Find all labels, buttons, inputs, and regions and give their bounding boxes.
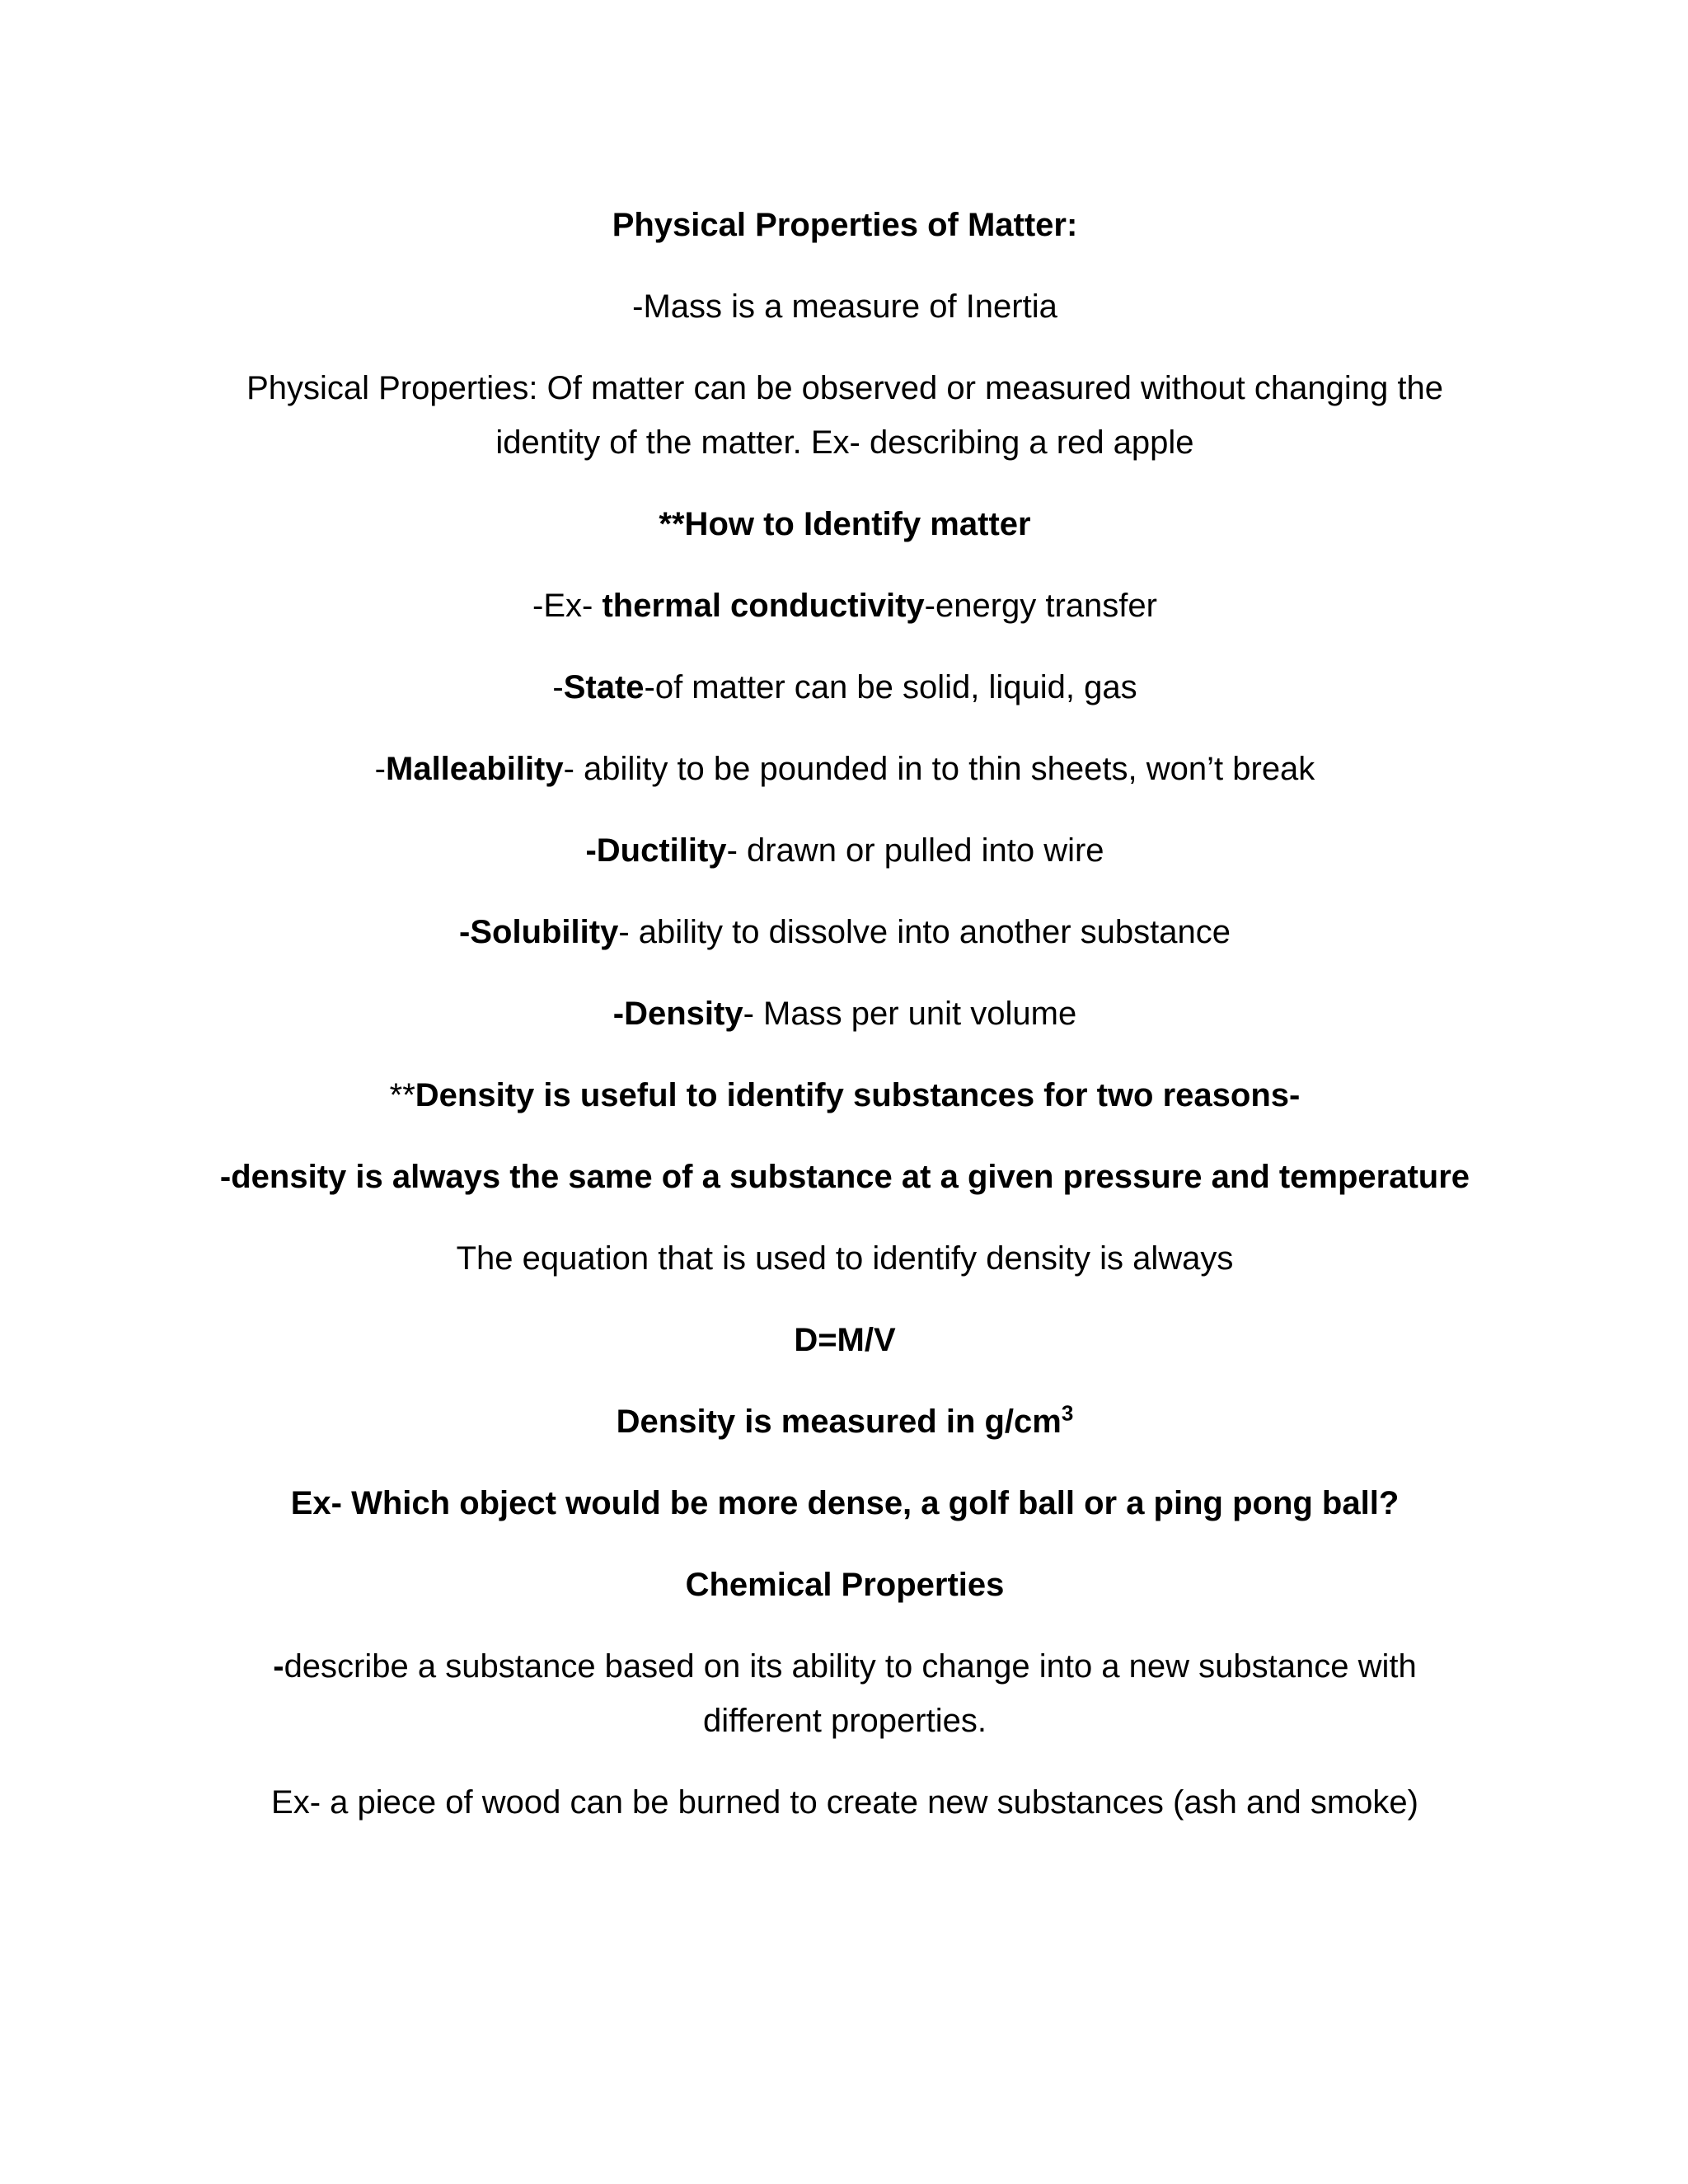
definition-line-2: identity of the matter. Ex- describing a red apple [495,424,1194,461]
state-line [190,660,1500,715]
density-useful-prefix: ** [389,1077,415,1113]
density-line [190,987,1500,1041]
density-equation: D=M/V [794,1322,896,1358]
state-prefix: - [552,669,564,705]
chemical-desc-line-1: describe a substance based on its ability to change into a new substance with [284,1648,1417,1685]
chemical-properties-heading: Chemical Properties [685,1567,1005,1603]
ductility-desc: - drawn or pulled into wire [726,832,1104,869]
malleability-desc: - ability to be pounded in to thin sheets, won’t break [563,751,1315,787]
thermal-conductivity-line [190,579,1500,633]
density-useful-line [190,1068,1500,1122]
identify-matter-heading: **How to Identify matter [659,506,1031,542]
malleability-line [190,742,1500,796]
page-title: Physical Properties of Matter: [612,207,1078,243]
physical-properties-definition [190,361,1500,470]
definition-line-1: Physical Properties: Of matter can be observed or measured without changing the [246,370,1443,406]
thermal-desc: -energy transfer [924,588,1157,624]
thermal-term: thermal conductivity [602,588,925,624]
equation-intro: The equation that is used to identify density is always [456,1240,1234,1277]
chemical-properties-description [190,1639,1500,1748]
malleability-prefix: - [374,751,386,787]
mass-line: -Mass is a measure of Inertia [632,288,1057,325]
document-body [190,198,1500,1857]
solubility-term: -Solubility [459,914,619,950]
ductility-term: -Ductility [585,832,727,869]
chemical-example: Ex- a piece of wood can be burned to create new substances (ash and smoke) [271,1784,1418,1821]
ductility-line [190,823,1500,878]
density-same-line: -density is always the same of a substance at a given pressure and temperature [219,1159,1470,1195]
solubility-line [190,905,1500,959]
density-desc: - Mass per unit volume [743,996,1077,1032]
state-desc: -of matter can be solid, liquid, gas [644,669,1137,705]
density-term: -Density [612,996,743,1032]
malleability-term: Malleability [386,751,564,787]
density-units-line [190,1394,1500,1449]
example-question: Ex- Which object would be more dense, a golf ball or a ping pong ball? [290,1485,1400,1521]
solubility-desc: - ability to dissolve into another substance [618,914,1231,950]
state-term: State [563,669,645,705]
cubed-superscript: 3 [1061,1400,1074,1426]
chemical-desc-line-2: different properties. [703,1703,987,1739]
chemical-desc-prefix: - [273,1648,284,1685]
thermal-prefix: -Ex- [532,588,603,624]
density-units-text: Density is measured in g/cm [616,1404,1062,1440]
density-useful-text: Density is useful to identify substances for two reasons- [415,1077,1301,1113]
